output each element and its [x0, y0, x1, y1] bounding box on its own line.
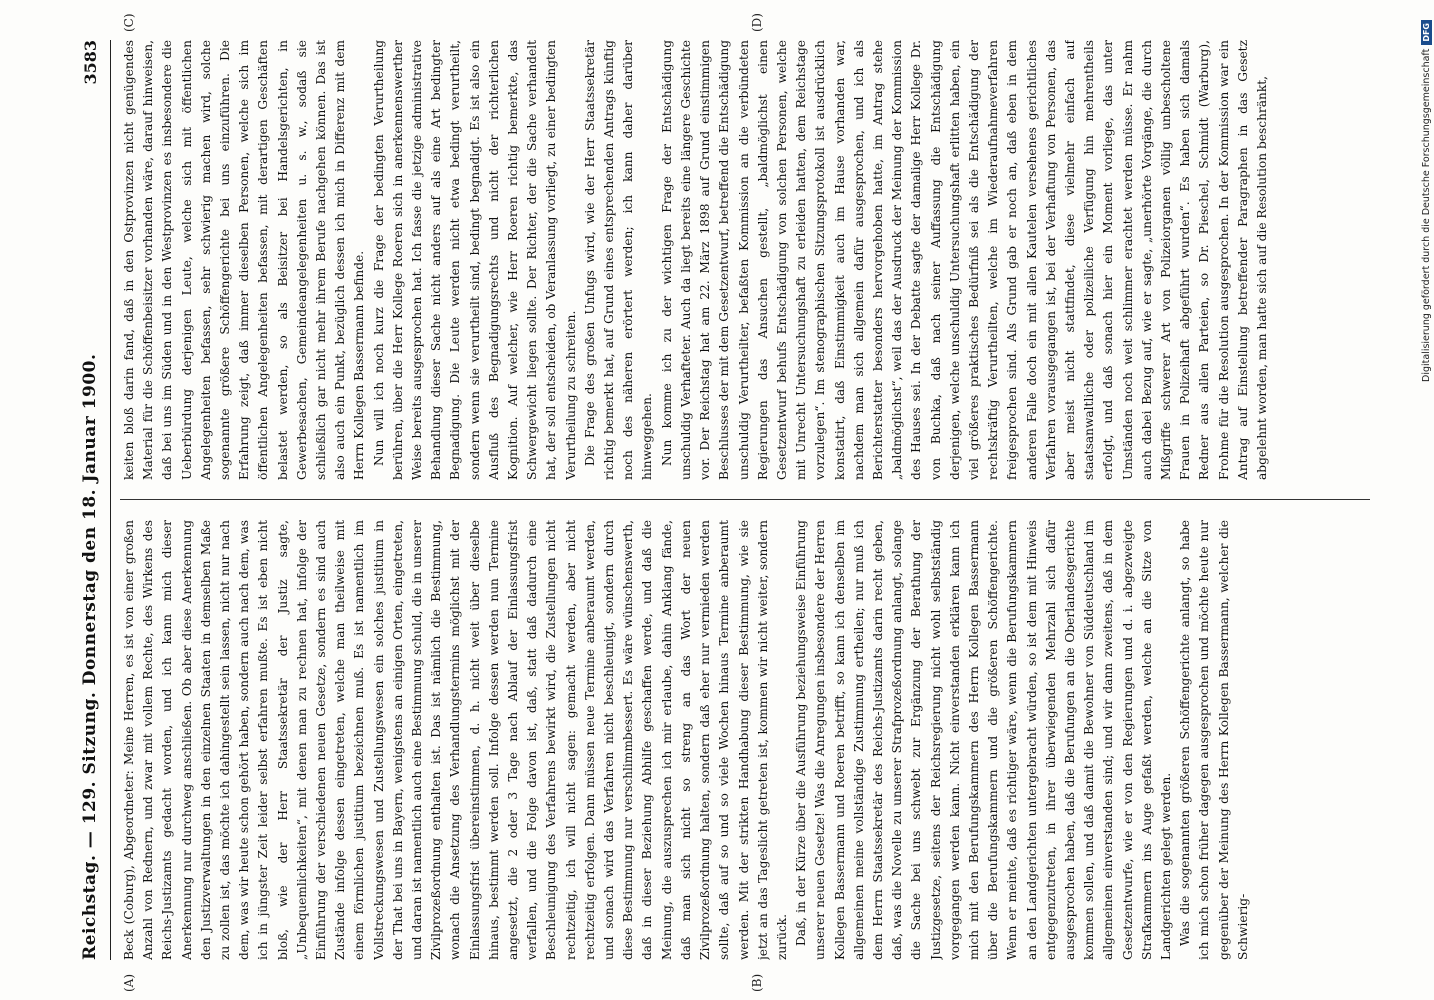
page-content: [60, 0, 1400, 1000]
funding-note: Digitalisierung gefördert durch die Deutsche Forschungsgemeinschaft: [1420, 48, 1432, 382]
paragraph: Beck (Coburg), Abgeordneter: Meine Herren, es ist von einer großen Anzahl von Rednern, und zwar mit vollem Rechte, des Wirkens des Reichs-Justizamts gedacht worden, und ich kann mich dieser Anerkennung nur durchweg anschließen. Ob aber diese Anerkennung den Justizverwaltungen in den einzelnen Staaten in demselben Maße zu zollen ist, das möchte ich dahingestellt sein lassen, nicht nur nach dem, was wir heute schon gehört haben, sondern auch nach dem, was ich in jüngster Zeit leider selbst erfahren mußte. Es ist eben nicht bloß, wie der Herr Staatssekretär der Justiz sagte, „Unbequemlichkeiten“, mit denen man zu rechnen hat, infolge der Einführung der verschiedenen neuen Gesetze, sondern es sind auch Zustände infolge dessen eingetreten, welche man theilweise mit einem förmlichen justitium bezeichnen muß. Es ist namentlich im Vollstreckungswesen und Zustellungswesen ein solches justitium in der That bei uns in Bayern, wenigstens an einigen Orten, eingetreten, und daran ist namentlich auch eine Bestimmung schuld, die in unserer Zivilprozeßordnung enthalten ist. Das ist nämlich die Bestimmung, wonach die Ansetzung des Verhandlungstermins möglichst mit der Einlassungsfrist übereinstimmen, d. h. nicht weit über dieselbe hinaus, bestimmt werden soll. Infolge dessen werden nun Termine angesetzt, die 2 oder 3 Tage nach Ablauf der Einlassungsfrist verfallen, und die Folge davon ist, daß, statt daß dadurch eine Beschleunigung des Verfahrens bewirkt wird, die Zustellungen nicht rechtzeitig, ich will nicht sagen: gemacht werden, aber nicht rechtzeitig erfolgen. Dann müssen neue Termine anberaumt werden, und sonach wird das Verfahren nicht beschleunigt, sondern durch diese Bestimmung nur verschlimmbessert. Es wäre wünschenswerth, daß in dieser Beziehung Abhilfe geschaffen werde, und daß die Meinung, die auszusprechen ich mir erlaube, dahin Anklang fände, daß man sich nicht so streng an das Wort der neuen Zivilprozeßordnung halten, sondern daß eher nur vermieden werden sollte, daß auf so und so viele Wochen hinaus Termine anberaumt werden. Mit der strikten Handhabung dieser Bestimmung, wie sie jetzt an das Tageslicht getreten ist, kommen wir nicht weiter, sondern zurück.: [122, 520, 789, 960]
side-credit: [1414, 0, 1434, 1000]
paragraph: Die Frage des großen Unfugs wird, wie der Herr Staatssekretär richtig bemerkt hat, auf Grund eines entsprechenden Antrags künftig noch des näheren erörtert werden; ich kann daher darüber hinweggehen.: [582, 40, 655, 480]
side-credit-strip: [1410, 0, 1434, 1000]
page-header: [70, 40, 111, 960]
paragraph: keiten bloß darin fand, daß in den Ostprovinzen nicht genügendes Material für die Schöffenbeisitzer vorhanden wäre, darauf hinweisen, daß bei uns im Süden und in den Westprovinzen es insbesondere die Ueberbürdung derjenigen Leute, welche sich mit öffentlichen Angelegenheiten befassen, sehr schwierig machen wird, solche sogenannte größere Schöffengerichte bei uns einzuführen. Die Erfahrung zeigt, daß immer dieselben Personen, welche sich im öffentlichen Angelegenheiten befassen, mit derartigen Geschäften belastet werden, so als Beisitzer bei Handelsgerichten, in Gewerbesachen, Gemeindeangelegenheiten u. s. w., sodaß sie schließlich gar nicht mehr ihrem Berufe nachgehen können. Das ist also auch ein Punkt, bezüglich dessen ich mich in Differenz mit dem Herrn Kollegen Bassermann befinde.: [122, 40, 367, 480]
paragraph: Nun will ich noch kurz die Frage der bedingten Verurtheilung berühren, über die Herr Kollege Roeren sich in anerkennenswerther Weise bereits ausgesprochen hat. Ich fasse die jetzige administrative Behandlung dieser Sache nicht anders auf als eine Art bedingter Begnadigung. Die Leute werden nicht etwa bedingt verurtheilt, sondern wenn sie verurtheilt sind, bedingt begnadigt. Es ist also ein Ausfluß des Begnadigungsrechts und nicht der richterlichen Kognition. Auf welcher, wie Herr Roeren richtig bemerkte, das Schwergewicht liegen sollte. Der Richter, der die Sache verhandelt hat, der soll entscheiden, ob Veranlassung vorliegt, zu einer bedingten Verurtheilung zu schreiten.: [371, 40, 578, 480]
dfg-logo: DFG: [1421, 20, 1432, 45]
paragraph: Nun komme ich zu der wichtigen Frage der Entschädigung unschuldig Verhafteter. Auch da liegt bereits eine längere Geschichte vor. Der Reichstag hat am 22. März 1898 auf Grund einstimmigen Beschlusses der mit dem Gesetzentwurf, betreffend die Entschädigung unschuldig Verurtheilter, befaßten Kommission an die verbündeten Regierungen das Ansuchen gestellt, „baldmöglichst einen Gesetzentwurf behufs Entschädigung von solchen Personen, welche mit Unrecht Untersuchungshaft zu erleiden hatten, dem Reichstage vorzulegen“. Im stenographischen Sitzungsprotokoll ist ausdrücklich konstatirt, daß Einstimmigkeit auch im Hause vorhanden war, nachdem man sich allgemein dafür ausgesprochen, und ich als Berichterstatter besonders hervorgehoben hatte, im Antrag stehe „baldmöglichst“, weil das der Ausdruck der Meinung der Kommission des Hauses sei. In der Debatte sagte der damalige Herr Kollege Dr. von Buchka, daß nach seiner Auffassung die Entschädigung derjenigen, welche unschuldig Untersuchungshaft erlitten haben, ein viel größeres praktisches Bedürfniß sei als die Entschädigung der rechtskräftig Verurtheilten, welche im Wiederaufnahmeverfahren freigesprochen sind. Als Grund gab er noch an, daß eben in dem anderen Falle doch ein mit allen Kautelen versehenes gerichtliches Verfahren vorausgegangen ist, bei der Verhaftung von Personen, das aber meist nicht stattfindet, diese vielmehr einfach auf staatsanwaltliche oder polizeiliche Verfügung hin mehrentheils erfolgt, und daß sonach hier ein Moment vorliege, das unter Umständen noch weit schlimmer erachtet werden müsse. Er nahm auch dabei Bezug auf, wie er sagte, „unerhörte Vorgänge, die durch Mißgriffe schwerer Art von Polizeiorganen völlig unbescholtene Frauen in Polizeihaft abgeführt wurden“. Es haben sich damals Redner aus allen Parteien, so Dr. Pieschel, Schmidt (Warburg), Frohme für die Resolution ausgesprochen. In der Kommission war ein Antrag auf Einstellung betreffender Paragraphen in das Gesetz abgelehnt worden, man hatte sich auf die Resolution beschränkt,: [659, 40, 1269, 480]
left-column: [120, 520, 1370, 960]
paragraph: Daß, in der Kürze über die Ausführung beziehungsweise Einführung unserer neuen Gesetze! Was die Anregungen insbesondere der Herren Kollegen Bassermann und Roeren betrifft, so kann ich denselben im allgemeinen meine vollständige Zustimmung ertheilen; nur muß ich dem Herrn Staatssekretär des Reichs-Justizamts darin recht geben, daß, was die Novelle zu unserer Strafprozeßordnung anlangt, solange die Sache bei uns schwebt zur Ergänzung der Berathung der Justizgesetze, seitens der Reichsregierung nicht wohl selbstständig vorgegangen werden kann. Nicht einverstanden erklären kann ich mich mit den Berufungskammern des Herrn Kollegen Bassermann über die Berufungskammern und die größeren Schöffengerichte. Wenn er meinte, daß es richtiger wäre, wenn die Berufungskammern an den Landgerichten untergebracht würden, so ist dem mit Hinweis entgegenzutreten, in ihrer überwiegenden Mehrzahl sich dafür ausgesprochen haben, daß die Berufungen an die Oberlandesgerichte kommen sollen, und daß damit die Bewohner von Süddeutschland im allgemeinen einverstanden sind; und wir dann zweitens, daß in dem Gesetzentwurfe, wie er von den Regierungen und d. i. abgezweigte Strafkammern ins Auge gefaßt werden, welche an die Sitze von Landgerichten gelegt werden.: [794, 520, 1173, 960]
page-title: Reichstag. — 129. Sitzung. Donnerstag den 18. Januar 1900.: [80, 353, 100, 960]
margin-marker-c: (C): [122, 13, 136, 32]
paragraph: Was die sogenannten größeren Schöffengerichte anlangt, so habe ich mich schon früher dagegen ausgesprochen und möchte heute nur gegenüber der Meinung des Herrn Kollegen Bassermann, welcher die Schwierig-: [1178, 520, 1250, 960]
right-column: [120, 40, 1370, 480]
margin-marker-a: (A): [122, 973, 136, 992]
margin-marker-b: (B): [750, 973, 764, 992]
margin-marker-d: (D): [750, 13, 764, 32]
column-divider: [120, 499, 1370, 500]
page-number: 3583: [80, 40, 100, 85]
rotated-page-area: [60, 0, 1400, 1000]
